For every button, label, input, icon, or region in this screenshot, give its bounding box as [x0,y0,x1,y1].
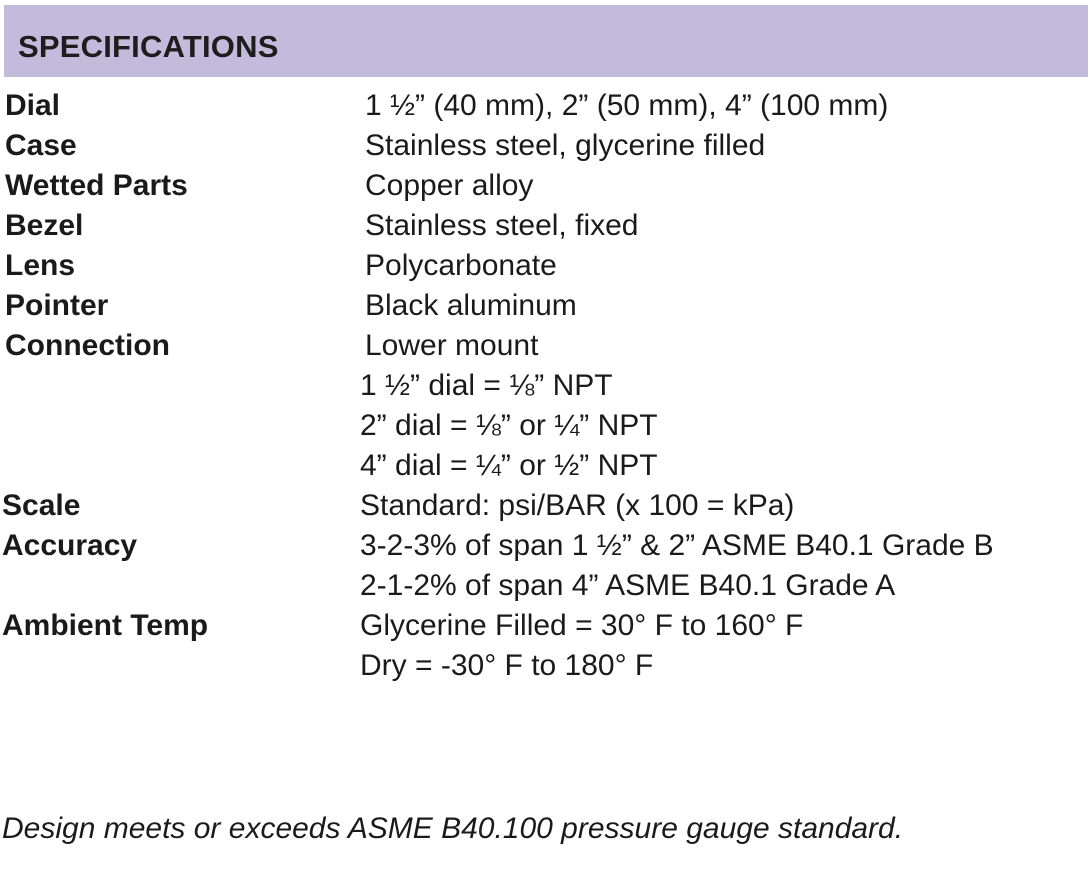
spec-value-bezel: Stainless steel, fixed [365,209,639,242]
spec-row-case [0,126,1092,166]
spec-value-lens: Polycarbonate [365,249,557,282]
spec-value-connection-1-5-dial: 1 ½” dial = ⅛” NPT [360,369,613,402]
spec-label-connection: Connection [5,329,170,362]
spec-value-scale: Standard: psi/BAR (x 100 = kPa) [360,489,795,522]
spec-row-connection-cont [0,446,1092,486]
spec-row-dial [0,86,1092,126]
spec-row-pointer [0,286,1092,326]
spec-row-accuracy-cont [0,566,1092,606]
page-title: SPECIFICATIONS [18,29,279,64]
spec-row-wetted-parts [0,166,1092,206]
spec-value-connection-2-dial: 2” dial = ⅛” or ¼” NPT [360,409,658,442]
footer-standard-note: Design meets or exceeds ASME B40.100 pressure gauge standard. [2,812,904,845]
spec-value-dial: 1 ½” (40 mm), 2” (50 mm), 4” (100 mm) [365,89,889,122]
spec-label-pointer: Pointer [5,289,109,322]
spec-value-pointer: Black aluminum [365,289,577,322]
spec-label-ambient-temp: Ambient Temp [2,609,209,642]
spec-value-ambient-dry: Dry = -30° F to 180° F [360,649,654,682]
spec-row-ambient-temp-cont [0,646,1092,686]
spec-row-scale [0,486,1092,526]
spec-value-ambient-glycerine: Glycerine Filled = 30° F to 160° F [360,609,804,642]
spec-value-accuracy-grade-a: 2-1-2% of span 4” ASME B40.1 Grade A [360,569,896,602]
spec-label-case: Case [5,129,77,162]
spec-label-lens: Lens [5,249,76,282]
spec-row-bezel [0,206,1092,246]
spec-value-wetted-parts: Copper alloy [365,169,534,202]
spec-row-connection-cont [0,406,1092,446]
spec-row-ambient-temp [0,606,1092,646]
spec-row-lens [0,246,1092,286]
spec-label-bezel: Bezel [5,209,84,242]
spec-row-connection-cont [0,366,1092,406]
spec-value-case: Stainless steel, glycerine filled [365,129,766,162]
spec-row-accuracy [0,526,1092,566]
spec-value-connection-4-dial: 4” dial = ¼” or ½” NPT [360,449,658,482]
spec-value-accuracy-grade-b: 3-2-3% of span 1 ½” & 2” ASME B40.1 Grade B [360,529,994,562]
spec-label-accuracy: Accuracy [2,529,138,562]
spec-label-dial: Dial [5,89,61,122]
spec-label-scale: Scale [2,489,81,522]
spec-row-connection [0,326,1092,366]
spec-label-wetted-parts: Wetted Parts [5,169,188,202]
spec-value-connection-mount: Lower mount [365,329,539,362]
